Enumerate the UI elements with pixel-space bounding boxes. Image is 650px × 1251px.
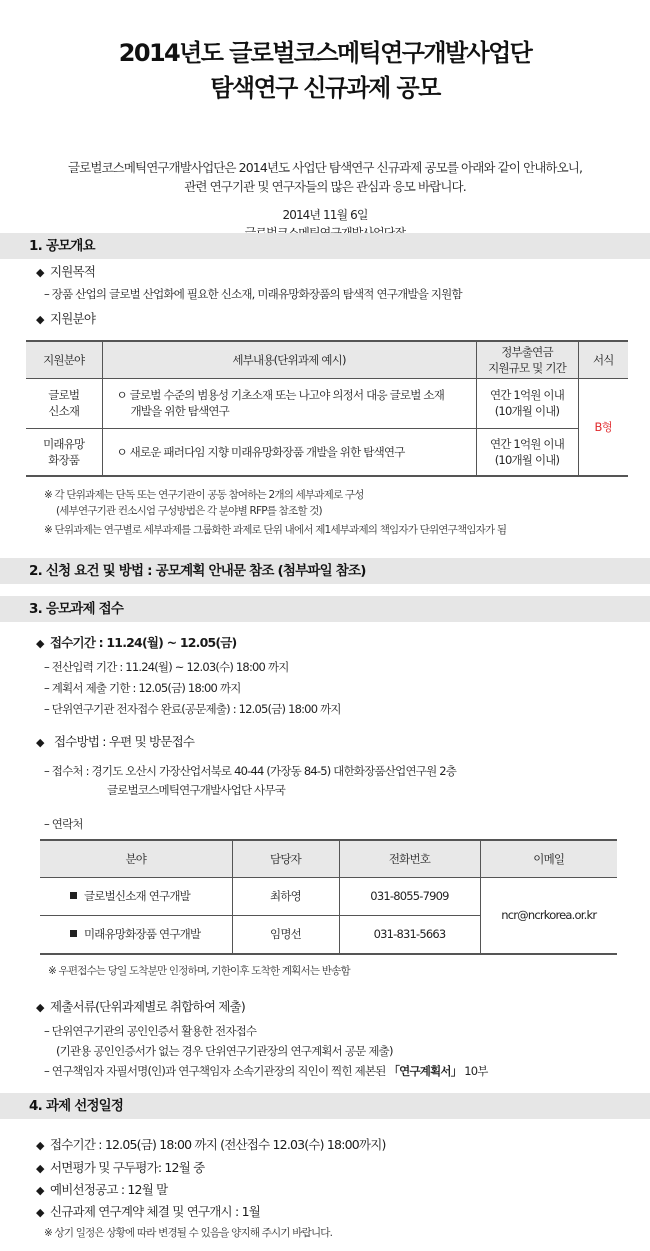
table-header-row xyxy=(40,840,617,877)
schedule-item-text: 예비선정공고 : 12월 말 xyxy=(50,1182,168,1197)
schedule-item xyxy=(36,1181,167,1200)
table-header-row xyxy=(26,341,628,378)
square-bullet-icon xyxy=(70,892,77,899)
docs-item xyxy=(44,1063,488,1080)
table-row xyxy=(26,378,628,428)
docs-heading xyxy=(36,998,245,1017)
section2-title: 2. 신청 요건 및 방법 : 공모계획 안내문 참조 (첨부파일 참조) xyxy=(29,563,366,579)
intro-line1: 글로벌코스메틱연구개발사업단은 2014년도 사업단 탐색연구 신규과제 공모를 아래와 같이 안내하오니, xyxy=(67,160,583,175)
field-text: 미래유망화장품 연구개발 xyxy=(84,927,201,942)
purpose-heading xyxy=(36,263,95,282)
purpose-label: 지원목적 xyxy=(50,264,96,279)
address-line2: 글로벌코스메틱연구개발사업단 사무국 xyxy=(107,783,286,797)
schedule-note: ※ 상기 일정은 상황에 따라 변경될 수 있음을 양지해 주시기 바랍니다. xyxy=(44,1227,333,1239)
support-field-table xyxy=(26,340,628,477)
square-bullet-icon xyxy=(70,930,77,937)
schedule-item xyxy=(36,1136,386,1155)
period-item: – 전산입력 기간 : 11.24(월) ~ 12.03(수) 18:00 까지 xyxy=(44,660,289,674)
section4-title: 4. 과제 선정일정 xyxy=(29,1098,124,1114)
diamond-icon: ◆ xyxy=(36,1139,44,1152)
field-line2: 신소재 xyxy=(48,404,80,418)
address-line1: – 접수처 : 경기도 오산시 가장산업서북로 40-44 (가장동 84-5) 대한화장품산업연구원 2층 xyxy=(44,764,457,778)
field-label: 지원분야 xyxy=(50,311,96,326)
diamond-icon: ◆ xyxy=(36,1001,44,1014)
docs-label: 제출서류(단위과제별로 취합하여 제출) xyxy=(50,999,245,1014)
page-title-line1: 2014년도 글로벌코스메틱연구개발사업단 xyxy=(118,39,532,67)
detail-cell xyxy=(102,378,476,428)
field-cell xyxy=(26,428,102,476)
field-cell xyxy=(26,378,102,428)
diamond-icon: ◆ xyxy=(36,637,44,650)
page-title-line2: 탐색연구 신규과제 공모 xyxy=(210,74,440,102)
support-line1: 연간 1억원 이내 xyxy=(489,388,565,402)
col-header-person: 담당자 xyxy=(232,840,339,877)
diamond-icon: ◆ xyxy=(36,1206,44,1219)
field-line1: 글로벌 xyxy=(48,388,80,402)
col-header-support-line1: 정부출연금 xyxy=(501,344,553,359)
section4-header xyxy=(0,1093,650,1119)
postal-note: ※ 우편접수는 당일 도착분만 인정하며, 기한이후 도착한 계획서는 반송함 xyxy=(48,965,350,977)
period-heading xyxy=(36,634,236,653)
period-item: – 단위연구기관 전자접수 완료(공문제출) : 12.05(금) 18:00 까지 xyxy=(44,702,341,716)
field-line1: 미래유망 xyxy=(43,436,85,451)
note-composition-detail: (세부연구기관 컨소시엄 구성방법은 각 분야별 RFP를 참조할 것) xyxy=(56,505,322,517)
field-cell xyxy=(40,877,232,915)
col-header-support-line2: 지원규모 및 기간 xyxy=(488,360,566,375)
method-label: 접수방법 : 우편 및 방문접수 xyxy=(54,734,195,749)
notice-date: 2014년 11월 6일 xyxy=(282,208,368,222)
col-header-field: 지원분야 xyxy=(26,341,102,378)
schedule-item-text: 접수기간 : 12.05(금) 18:00 까지 (전산접수 12.03(수) 18:00까지) xyxy=(50,1137,386,1152)
schedule-item xyxy=(36,1159,204,1178)
docs-item-bold: 「연구계획서」 xyxy=(388,1064,462,1078)
contact-table xyxy=(40,839,617,955)
support-line2: (10개월 이내) xyxy=(494,404,560,418)
note-unit-task: ※ 단위과제는 연구별로 세부과제를 그룹화한 과제로 단위 내에서 제1세부과제의 책임자가 단위연구책임자가 됨 xyxy=(44,524,507,536)
section1-title: 1. 공모개요 xyxy=(29,238,95,254)
purpose-text: – 장품 산업의 글로벌 산업화에 필요한 신소재, 미래유망화장품의 탐색적 연구개발을 지원함 xyxy=(44,287,462,301)
field-heading xyxy=(36,310,95,329)
docs-item: – 단위연구기관의 공인인증서 활용한 전자접수 xyxy=(44,1024,257,1038)
support-line1: 연간 1억원 이내 xyxy=(489,436,565,451)
section2-header xyxy=(0,558,650,584)
col-header-field: 분야 xyxy=(40,840,232,877)
docs-item-tail: 10부 xyxy=(464,1064,488,1078)
method-heading xyxy=(36,733,194,752)
table-row xyxy=(26,428,628,476)
support-cell xyxy=(476,428,578,476)
col-header-email: 이메일 xyxy=(480,840,617,877)
schedule-item xyxy=(36,1203,260,1222)
form-cell: B형 xyxy=(578,378,628,476)
field-cell xyxy=(40,915,232,954)
col-header-detail: 세부내용(단위과제 예시) xyxy=(102,341,476,378)
schedule-item-text: 신규과제 연구계약 체결 및 연구개시 : 1월 xyxy=(50,1204,261,1219)
diamond-icon: ◆ xyxy=(36,736,44,749)
person-cell: 임명선 xyxy=(232,915,339,954)
section3-title: 3. 응모과제 접수 xyxy=(29,601,124,617)
diamond-icon: ◆ xyxy=(36,1162,44,1175)
support-cell xyxy=(476,378,578,428)
col-header-phone: 전화번호 xyxy=(339,840,480,877)
note-composition: ※ 각 단위과제는 단독 또는 연구기관이 공동 참여하는 2개의 세부과제로 구성 xyxy=(44,489,364,501)
table-row xyxy=(40,877,617,915)
intro-line2: 관련 연구기관 및 연구자들의 많은 관심과 응모 바랍니다. xyxy=(184,179,466,194)
field-line2: 화장품 xyxy=(48,452,80,467)
contact-label: – 연락처 xyxy=(44,817,83,831)
diamond-icon: ◆ xyxy=(36,266,44,279)
email-cell[interactable]: ncr@ncrkorea.or.kr xyxy=(480,877,617,954)
period-label: 접수기간 : 11.24(월) ~ 12.05(금) xyxy=(50,635,237,650)
support-line2: (10개월 이내) xyxy=(494,452,560,467)
diamond-icon: ◆ xyxy=(36,1184,44,1197)
col-header-form: 서식 xyxy=(578,341,628,378)
field-text: 글로벌신소재 연구개발 xyxy=(84,889,190,903)
diamond-icon: ◆ xyxy=(36,313,44,326)
docs-item-text: – 연구책임자 자필서명(인)과 연구책임자 소속기관장의 직인이 찍힌 제본된 xyxy=(44,1064,386,1078)
detail-cell: ㅇ 새로운 패러다임 지향 미래유망화장품 개발을 위한 탐색연구 xyxy=(102,428,476,476)
schedule-item-text: 서면평가 및 구두평가: 12월 중 xyxy=(50,1160,205,1175)
section3-header xyxy=(0,596,650,622)
phone-cell[interactable]: 031-831-5663 xyxy=(339,915,480,954)
docs-item: (기관용 공인인증서가 없는 경우 단위연구기관장의 연구계획서 공문 제출) xyxy=(56,1044,393,1058)
phone-cell[interactable]: 031-8055-7909 xyxy=(339,877,480,915)
detail-line2: 개발을 위한 탐색연구 xyxy=(130,404,229,418)
period-item: – 계획서 제출 기한 : 12.05(금) 18:00 까지 xyxy=(44,681,241,695)
col-header-support xyxy=(476,341,578,378)
section1-header xyxy=(0,233,650,259)
person-cell: 최하영 xyxy=(232,877,339,915)
detail-line1: ㅇ 글로벌 수준의 범용성 기초소재 또는 나고야 의정서 대응 글로벌 소재 xyxy=(116,388,445,402)
